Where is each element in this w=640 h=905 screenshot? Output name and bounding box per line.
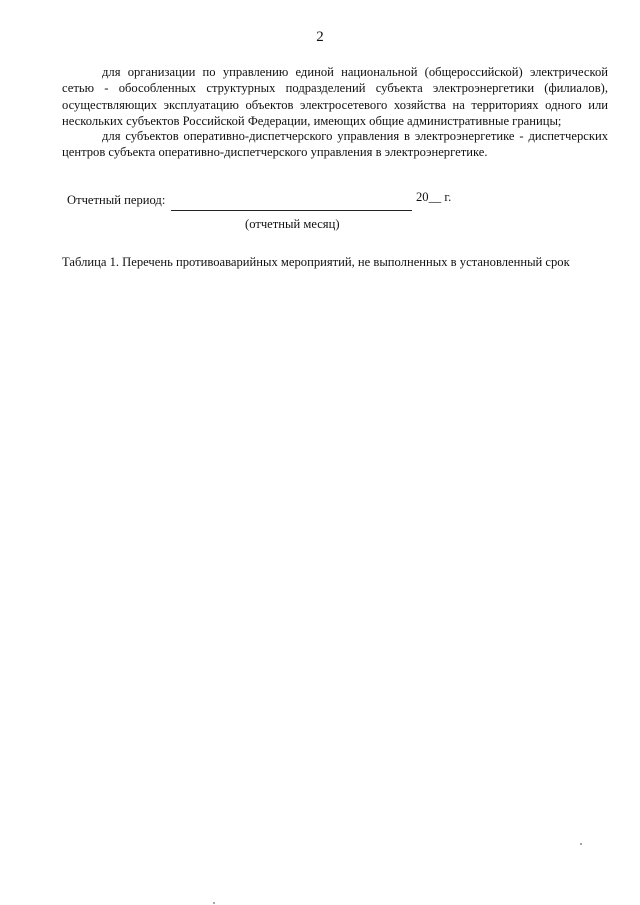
- paragraph-electric-grid-organization: для организации по управлению единой национальной (общероссийской) электрической сетью - обособленных структурных подразделений субъекта электроэнергетики (филиалов), осуществляющих эксплуатацию объектов электросетевого хозяйства на территориях одного или нескольких субъектов Российской Федерации, имеющих общие административные границы;: [62, 65, 608, 128]
- reporting-period-caption: (отчетный месяц): [245, 217, 340, 231]
- scan-speck: [213, 902, 215, 904]
- table-caption: Таблица 1. Перечень противоаварийных мероприятий, не выполненных в установленный срок: [62, 255, 570, 269]
- paragraph-dispatch-control-subjects: для субъектов оперативно-диспетчерского управления в электроэнергетике - диспетчерских центров субъекта оперативно-диспетчерского управления в электроэнергетике.: [62, 129, 608, 160]
- scan-speck: [580, 843, 582, 845]
- reporting-period-label: Отчетный период:: [67, 193, 166, 207]
- reporting-period-year: 20__ г.: [416, 190, 452, 204]
- page-number: 2: [316, 29, 324, 45]
- reporting-period-blank-line: [171, 210, 412, 211]
